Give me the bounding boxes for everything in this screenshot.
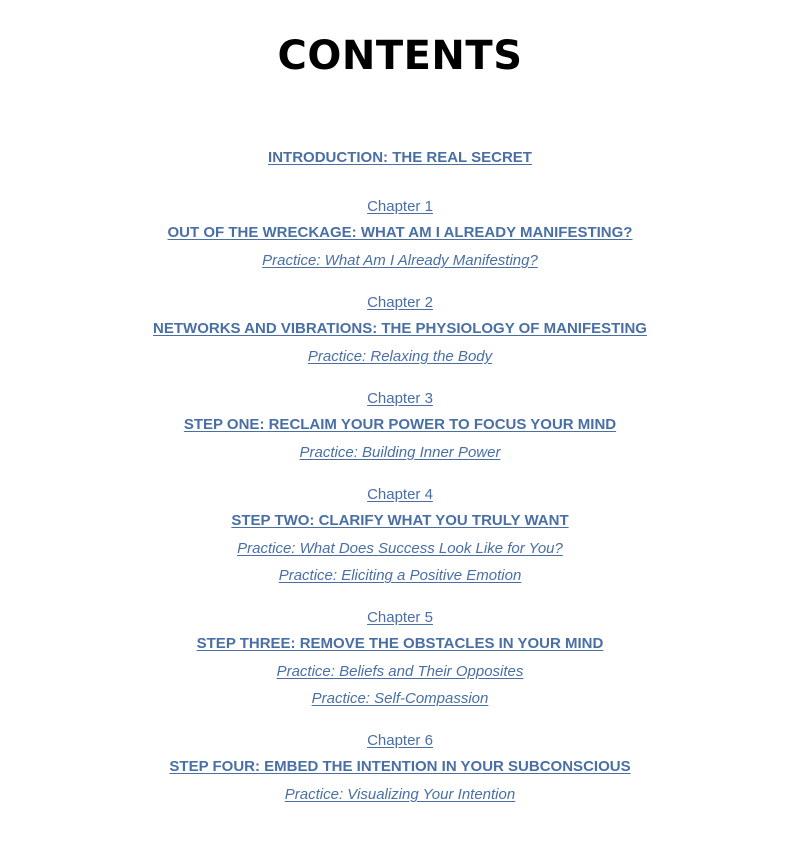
toc-chapter-4 (0, 485, 800, 586)
toc-chapter-3 (0, 389, 800, 463)
toc-link-introduction[interactable]: INTRODUCTION: THE REAL SECRET (268, 149, 532, 166)
chapter-6-practice-1-link[interactable]: Practice: Visualizing Your Intention (284, 786, 516, 803)
chapter-5-title-link[interactable]: STEP THREE: REMOVE THE OBSTACLES IN YOUR MIND (196, 635, 604, 652)
toc-chapter-1 (0, 197, 800, 271)
chapter-5-label-link[interactable]: Chapter 5 (367, 609, 433, 626)
chapter-2-practice-1-link[interactable]: Practice: Relaxing the Body (307, 348, 493, 365)
chapter-6-label-link[interactable]: Chapter 6 (367, 732, 433, 749)
chapter-4-practice-2-link[interactable]: Practice: Eliciting a Positive Emotion (278, 567, 522, 584)
table-of-contents (0, 148, 800, 805)
chapter-1-practice-1-link[interactable]: Practice: What Am I Already Manifesting? (262, 252, 538, 269)
chapter-6-title-link[interactable]: STEP FOUR: EMBED THE INTENTION IN YOUR SUBCONSCIOUS (169, 758, 631, 775)
chapter-4-label-link[interactable]: Chapter 4 (367, 486, 433, 503)
chapter-3-practice-1-link[interactable]: Practice: Building Inner Power (299, 444, 501, 461)
chapter-5-practice-1-link[interactable]: Practice: Beliefs and Their Opposites (276, 663, 524, 680)
chapter-3-title-link[interactable]: STEP ONE: RECLAIM YOUR POWER TO FOCUS YOUR MIND (183, 416, 617, 433)
toc-chapter-2 (0, 293, 800, 367)
toc-chapter-6 (0, 731, 800, 805)
chapter-4-title-link[interactable]: STEP TWO: CLARIFY WHAT YOU TRULY WANT (231, 512, 569, 529)
chapter-5-practice-2-link[interactable]: Practice: Self-Compassion (311, 690, 489, 707)
toc-chapter-5 (0, 608, 800, 709)
page-title: CONTENTS (277, 33, 523, 79)
chapter-1-title-link[interactable]: OUT OF THE WRECKAGE: WHAT AM I ALREADY MANIFESTING? (167, 224, 633, 241)
chapter-2-label-link[interactable]: Chapter 2 (367, 294, 433, 311)
chapter-1-label-link[interactable]: Chapter 1 (367, 198, 433, 215)
chapter-4-practice-1-link[interactable]: Practice: What Does Success Look Like for You? (237, 540, 563, 557)
chapter-2-title-link[interactable]: NETWORKS AND VIBRATIONS: THE PHYSIOLOGY OF MANIFESTING (153, 320, 647, 337)
chapter-3-label-link[interactable]: Chapter 3 (367, 390, 433, 407)
